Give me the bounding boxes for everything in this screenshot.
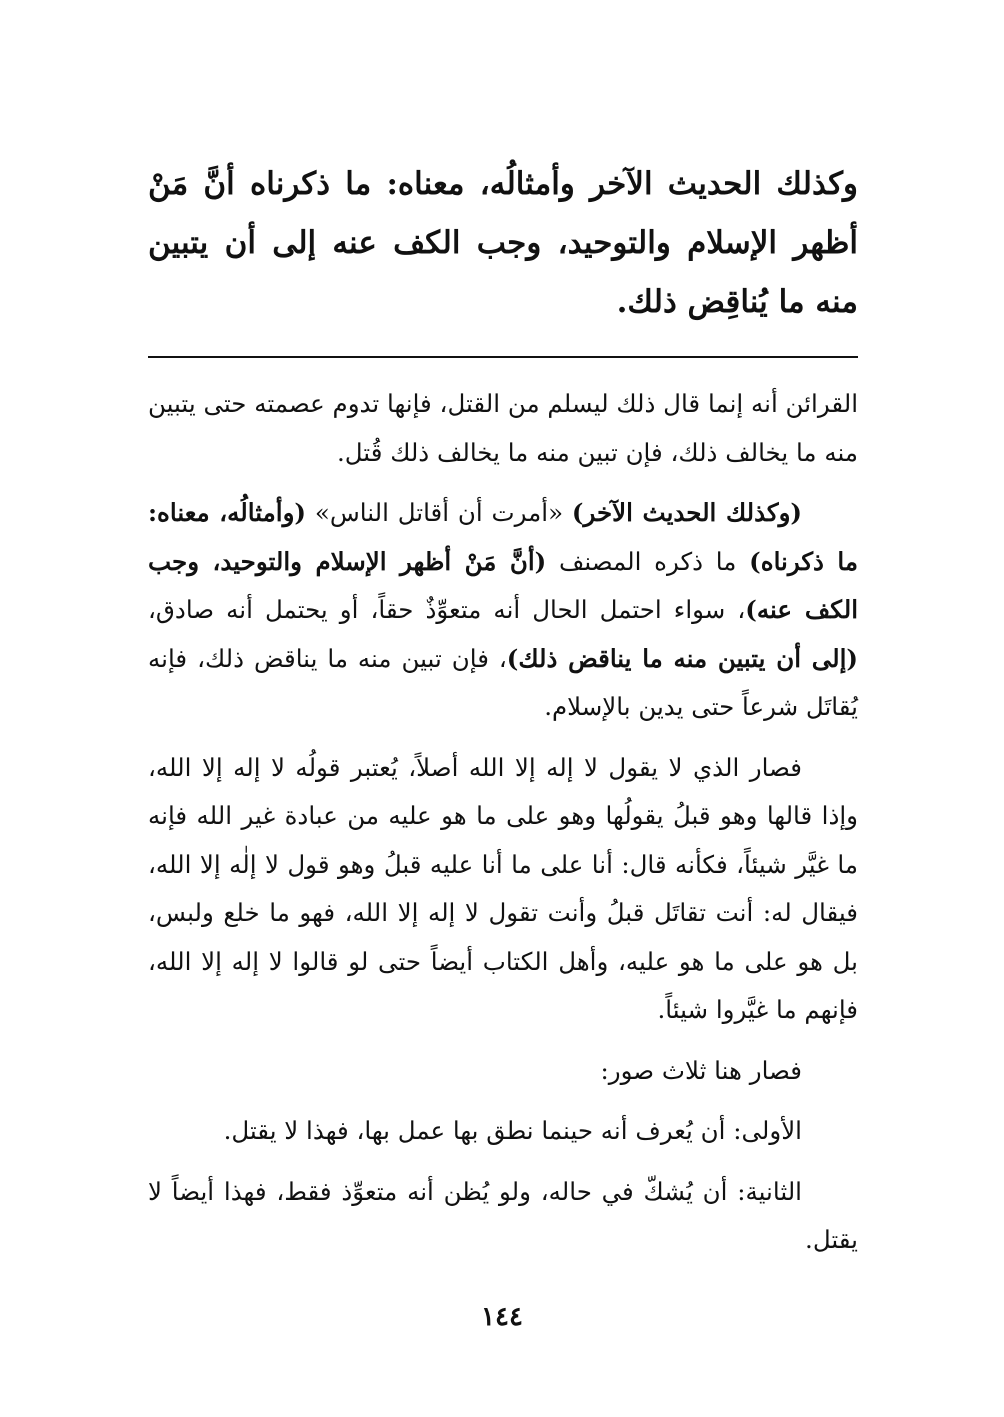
quoted-matn-segment: (إلى أن يتبين منه ما يناقض ذلك): [506, 643, 858, 673]
commentary-paragraph-2: [148, 489, 858, 732]
matn-text: وكذلك الحديث الآخر وأمثالُه، معناه: ما ذكرناه أنَّ مَنْ أظهر الإسلام والتوحيد، وجب الكف عنه إلى أن يتبين منه ما يُناقِض ذلك.: [148, 166, 858, 320]
commentary-paragraph-6: الثانية: أن يُشكّ في حاله، ولو يُظن أنه متعوِّذ فقط، فهذا أيضاً لا يقتل.: [148, 1176, 858, 1254]
quoted-matn-segment: (أنَّ مَنْ أظهر الإسلام والتوحيد، وجب الكف عنه): [148, 546, 859, 624]
commentary-paragraph-5: الأولى: أن يُعرف أنه حينما نطق بها عمل بها، فهذا لا يقتل.: [223, 1116, 802, 1145]
commentary-paragraph-1: القرائن أنه إنما قال ذلك ليسلم من القتل، فإنها تدوم عصمته حتى يتبين منه ما يخالف ذلك، فإن تبين منه ما يخالف ذلك قُتل.: [148, 389, 858, 467]
hadith-quote: «أمرت أن أقاتل الناس»: [306, 498, 572, 527]
commentary-paragraph-3: فصار الذي لا يقول لا إله إلا الله أصلاً، يُعتبر قولُه لا إله إلا الله، وإذا قالها وهو قبلُ يقولُها وهو على ما هو عليه من عبادة غير الله فإنه ما غيَّر شيئاً، فكأنه قال: أنا على ما أنا عليه قبلُ وهو قول لا إلٰه إلا الله، فيقال له: أنت تقاتَل قبلُ وأنت تقول لا إله إلا الله، فهو ما خلع ولبس، بل هو على ما هو عليه، وأهل الكتاب أيضاً حتى لو قالوا لا إله إلا الله، فإنهم ما غيَّروا شيئاً.: [148, 752, 858, 1024]
commentary-text: ، فإن تبين منه ما يناقض ذلك، فإنه يُقاتَل شرعاً حتى يدين بالإسلام.: [148, 643, 858, 721]
footnote-separator-rule: [148, 356, 858, 358]
quoted-matn-segment: (وأمثالُه، معناه: ما ذكرناه): [148, 498, 859, 576]
commentary-section: [148, 380, 858, 1265]
commentary-text: ما ذكره المصنف: [546, 546, 750, 576]
commentary-paragraph-4: فصار هنا ثلاث صور:: [600, 1055, 802, 1085]
page-body: [148, 155, 858, 1277]
page-number: ١٤٤: [481, 1302, 523, 1332]
commentary-text: ، سواء احتمل الحال أنه متعوِّذٌ حقاً، أو يحتمل أنه صادق،: [148, 595, 746, 624]
quoted-matn-segment: (وكذلك الحديث الآخر): [571, 498, 803, 527]
